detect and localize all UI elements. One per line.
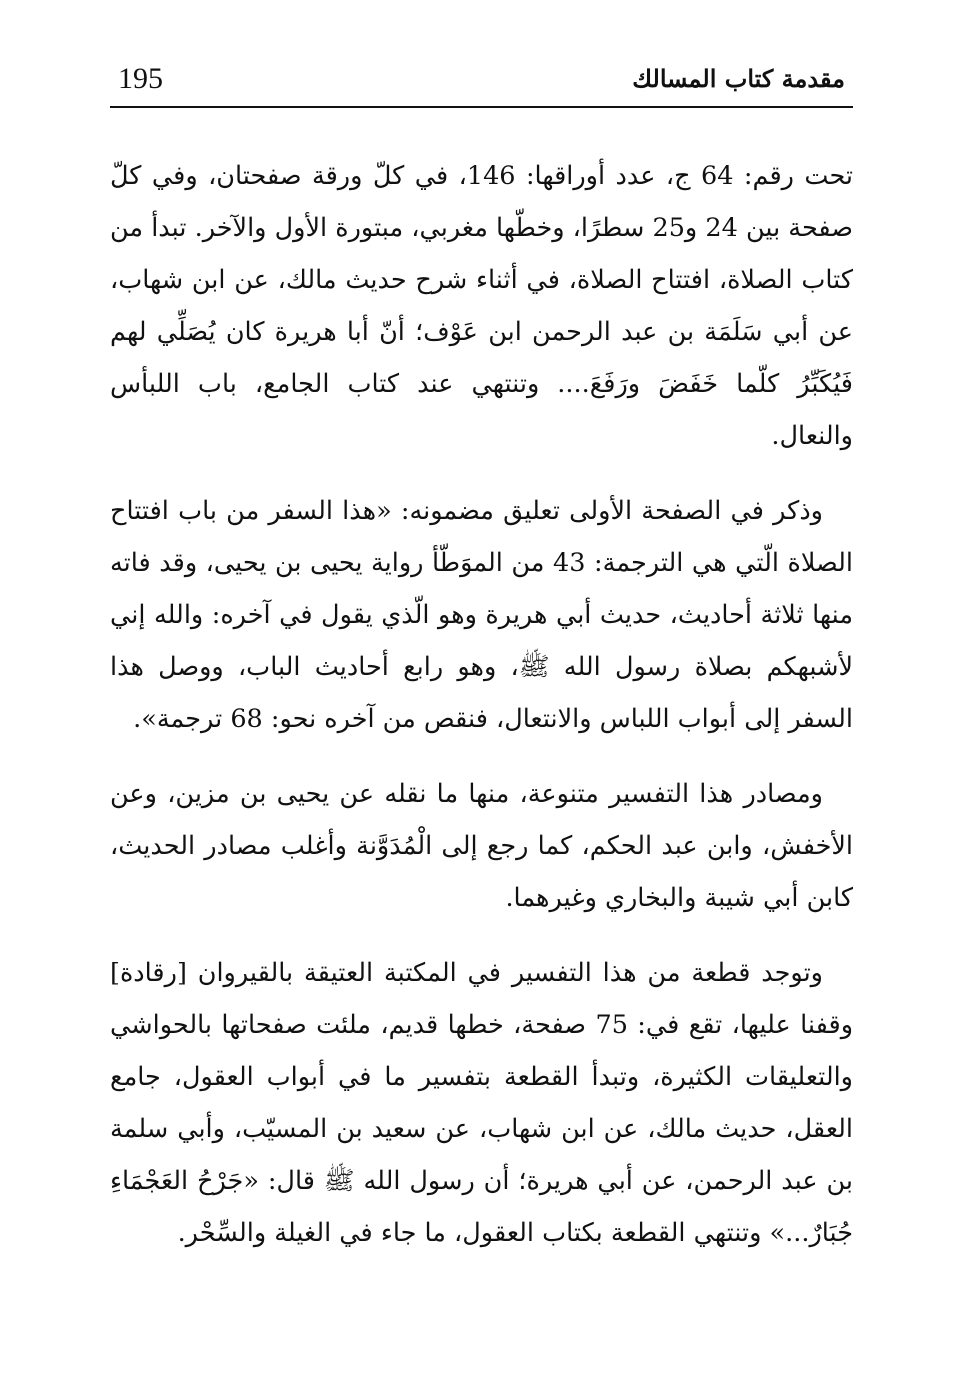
paragraph-first-page-note: وذكر في الصفحة الأولى تعليق مضمونه: «هذا السفر من باب افتتاح الصلاة الّتي هي الترجمة: 43 من الموَطّأ رواية يحيى بن يحيى، وقد فاته منها ثلاثة أحاديث، حديث أبي هريرة وهو الّذي يقول في آخره: والله إني لأشبهكم بصلاة رسول الله ﷺ، وهو رابع أحاديث الباب، ووصل هذا السفر إلى أبواب اللباس والانتعال، فنقص من آخره نحو: 68 ترجمة». [110,496,854,734]
paragraph-kairouan-fragment: وتوجد قطعة من هذا التفسير في المكتبة العتيقة بالقيروان [رقادة] وقفنا عليها، تقع في: 75 صفحة، خطها قديم، ملئت صفحاتها بالحواشي والتعليقات الكثيرة، وتبدأ القطعة بتفسير ما في أبواب العقول، جامع العقل، حديث مالك، عن ابن شهاب، عن سعيد بن المسيّب، وأبي سلمة بن عبد الرحمن، عن أبي هريرة؛ أن رسول الله ﷺ قال: «جَرْحُ العَجْمَاءِ جُبَارٌ...» وتنتهي القطعة بكتاب العقول، ما جاء في الغيلة والسِّحْر. [110,958,854,1248]
page-number: 195 [118,62,163,95]
header-rule [110,106,853,108]
running-header [118,62,845,102]
body-text [110,150,853,1282]
running-header-title: مقدمة كتاب المسالك [632,64,845,93]
paragraph-sources: ومصادر هذا التفسير متنوعة، منها ما نقله عن يحيى بن مزين، وعن الأخفش، وابن عبد الحكم، كما رجع إلى الْمُدَوَّنة وأغلب مصادر الحديث، كابن أبي شيبة والبخاري وغيرهما. [110,779,853,913]
paragraph-manuscript-description: تحت رقم: 64 ج، عدد أوراقها: 146، في كلّ ورقة صفحتان، وفي كلّ صفحة بين 24 و25 سطرًا، وخطّها مغربي، مبتورة الأول والآخر. تبدأ من كتاب الصلاة، افتتاح الصلاة، في أثناء شرح حديث مالك، عن ابن شهاب، عن أبي سَلَمَة بن عبد الرحمن ابن عَوْف؛ أنّ أبا هريرة كان يُصَلِّي لهم فَيُكَبِّرُ كلّما خَفَضَ ورَفَعَ.... وتنتهي عند كتاب الجامع، باب اللبأس والنعال. [110,161,853,451]
